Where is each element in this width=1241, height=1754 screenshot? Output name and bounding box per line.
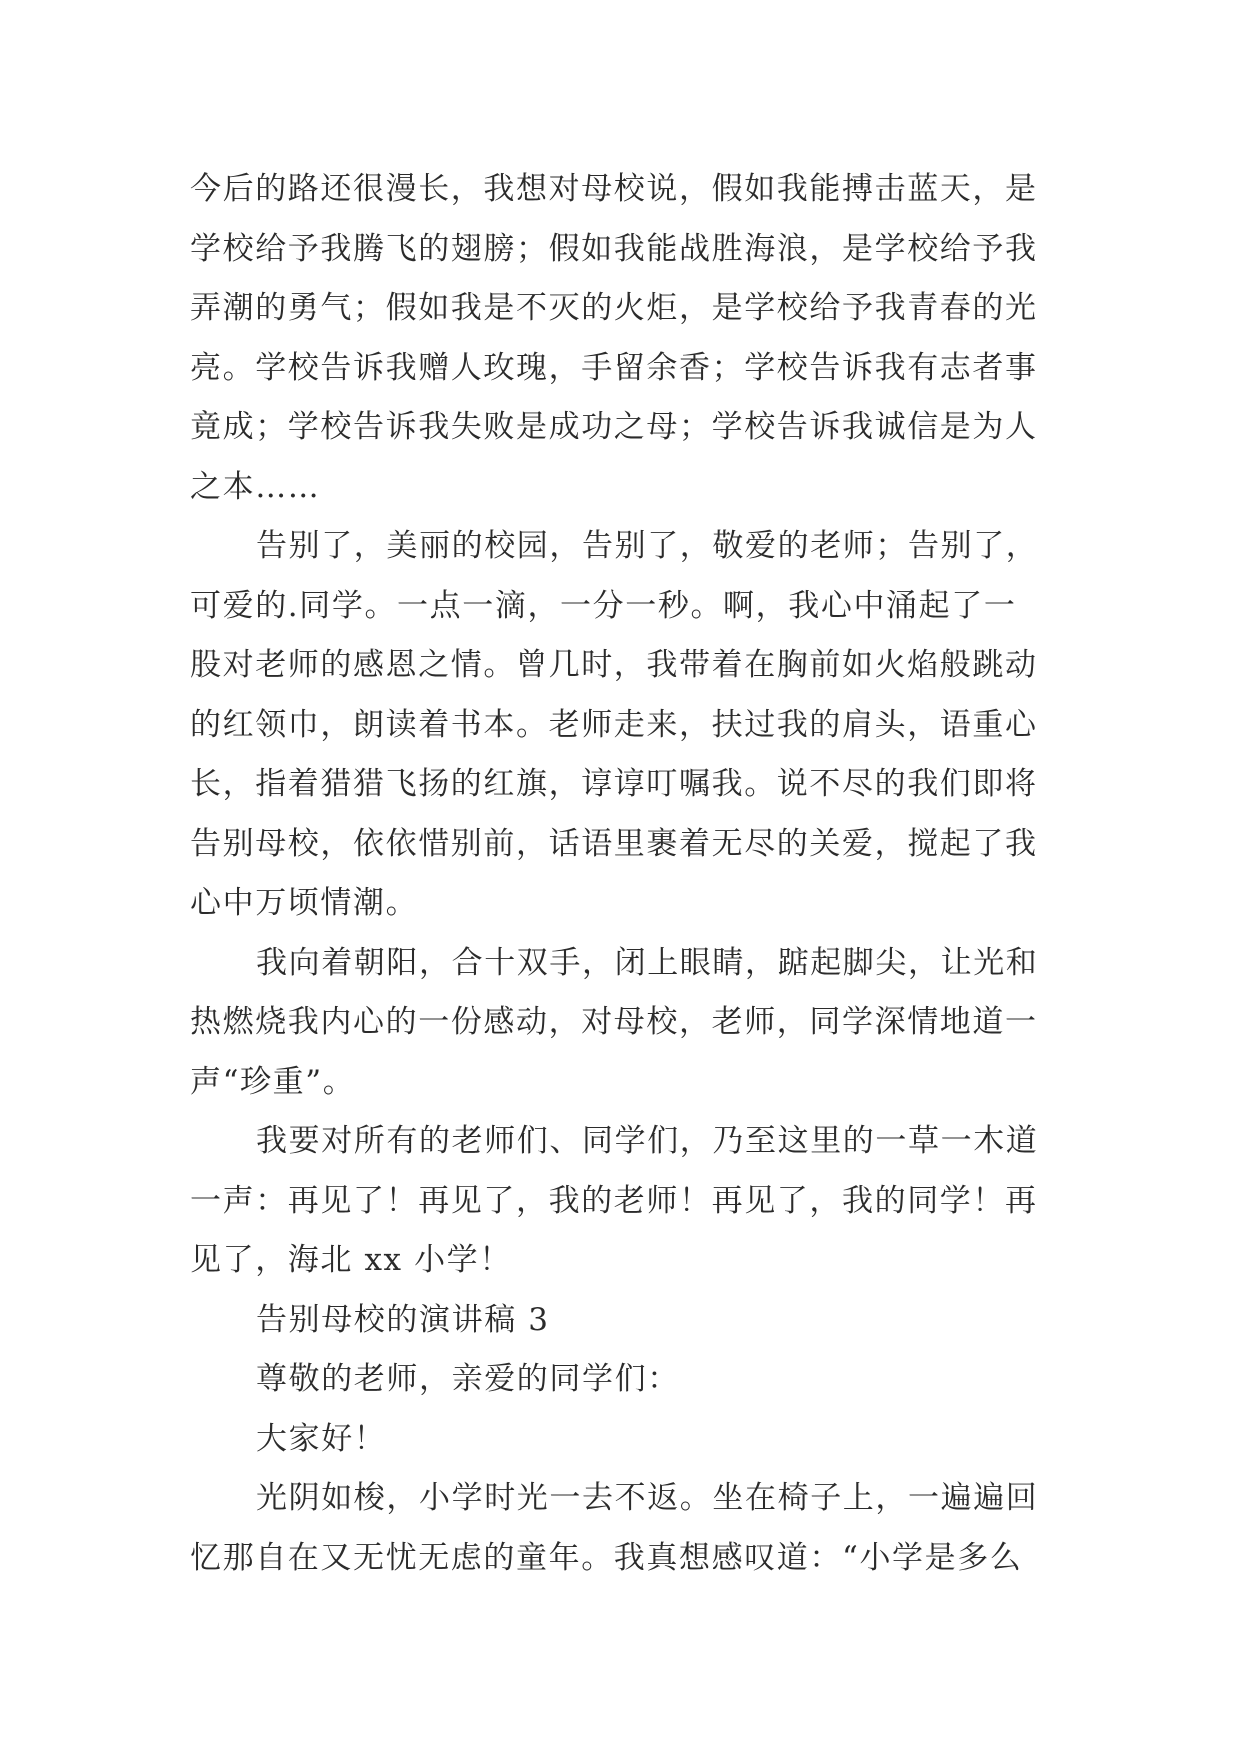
text-line: 告别母校，依依惜别前，话语里裹着无尽的关爱，搅起了我 xyxy=(190,825,1038,862)
paragraph-start-line: 我要对所有的老师们、同学们，乃至这里的一草一木道 xyxy=(256,1123,1039,1159)
text-line: 之本…… xyxy=(190,468,321,505)
text-line: 忆那自在又无忧无虑的童年。我真想感叹道：“小学是多么 xyxy=(190,1539,1023,1576)
text-line: 一声：再见了！再见了，我的老师！再见了，我的同学！再 xyxy=(190,1182,1038,1219)
text-line: 的红领巾，朗读着书本。老师走来，扶过我的肩头，语重心 xyxy=(190,706,1038,743)
text-line: 见了，海北 xx 小学！ xyxy=(190,1242,512,1278)
text-line: 长，指着猎猎飞扬的红旗，谆谆叮嘱我。说不尽的我们即将 xyxy=(190,766,1038,802)
text-line: 心中万顷情潮。 xyxy=(190,885,419,921)
text-line: 股对老师的感恩之情。曾几时，我带着在胸前如火焰般跳动 xyxy=(190,647,1038,683)
text-line: 今后的路还很漫长，我想对母校说，假如我能搏击蓝天，是 xyxy=(190,171,1038,207)
text-line: 热燃烧我内心的一份感动，对母校，老师，同学深情地道一 xyxy=(190,1004,1038,1040)
paragraph-start-line: 光阴如梭，小学时光一去不返。坐在椅子上，一遍遍回 xyxy=(256,1480,1039,1516)
text-line: 弄潮的勇气；假如我是不灭的火炬，是学校给予我青春的光 xyxy=(190,290,1038,326)
paragraph-start-line: 我向着朝阳，合十双手，闭上眼睛，踮起脚尖，让光和 xyxy=(256,944,1039,981)
section-title: 告别母校的演讲稿 3 xyxy=(256,1301,550,1338)
text-line: 学校给予我腾飞的翅膀；假如我能战胜海浪，是学校给予我 xyxy=(190,230,1038,267)
text-line: 竟成；学校告诉我失败是成功之母；学校告诉我诚信是为人 xyxy=(190,409,1038,445)
document-body xyxy=(190,160,1052,1588)
text-line: 可爱的.同学。一点一滴，一分一秒。啊，我心中涌起了一 xyxy=(190,587,1017,624)
greeting: 大家好！ xyxy=(256,1420,387,1457)
text-line: 亮。学校告诉我赠人玫瑰，手留余香；学校告诉我有志者事 xyxy=(190,349,1038,386)
salutation: 尊敬的老师，亲爱的同学们： xyxy=(256,1361,680,1397)
text-line: 声“珍重”。 xyxy=(190,1063,356,1100)
paragraph-start-line: 告别了，美丽的校园，告别了，敬爱的老师；告别了， xyxy=(256,528,1039,564)
